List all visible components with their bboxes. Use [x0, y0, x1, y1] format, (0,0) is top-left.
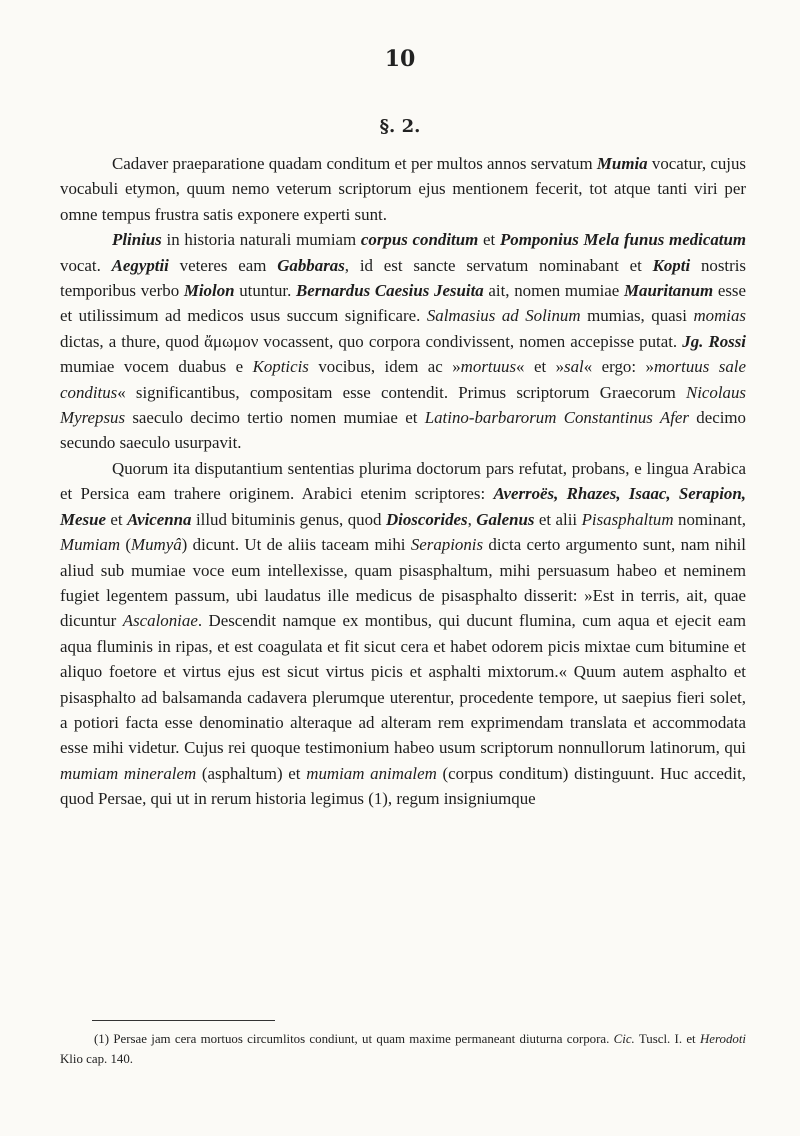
text-run: esse et utilissimum ad medicos usus succum significare. — [60, 281, 747, 326]
text-run: « et » — [516, 357, 565, 377]
term-ascaloniae: Ascaloniae — [122, 611, 198, 631]
text-run: et — [478, 230, 500, 250]
name-constantinus: Latino-barbarorum Constantinus Afer — [424, 408, 689, 428]
term-kopticis: Kopticis — [252, 357, 309, 377]
text-run: Klio cap. 140. — [60, 1052, 134, 1066]
text-run: Quorum ita disputantium sententias plurima doctorum pars refutat, probans, e lingua Arabica et Persica eam trahere originem. Arabici etenim scriptores: — [60, 458, 746, 504]
name-rossi: Jg. Rossi — [682, 331, 746, 351]
text-run: et — [105, 509, 128, 529]
name-kopti: Kopti — [652, 255, 691, 275]
text-run: illud bituminis genus, quod — [191, 509, 386, 529]
term-pisasphaltum: Pisasphaltum — [581, 509, 674, 529]
name-serapionis: Serapionis — [410, 535, 484, 555]
term-momias: momias — [693, 306, 746, 326]
text-run: ) dicunt. Ut de aliis taceam mihi — [181, 535, 411, 555]
name-galenus: Galenus — [476, 509, 535, 529]
text-run: ait, nomen mumiae — [483, 281, 624, 301]
name-dioscorides: Dioscorides — [385, 509, 468, 529]
term-miolon: Miolon — [183, 281, 235, 301]
text-run: (1) Persae jam cera mortuos circumlitos condiunt, ut quam maxime permaneant diuturna corpora. — [94, 1032, 614, 1046]
text-run: Tuscl. I. et — [634, 1032, 700, 1046]
text-run: Cadaver praeparatione quadam conditum et per multos annos servatum — [112, 154, 597, 173]
name-aegyptii: Aegyptii — [111, 255, 169, 275]
text-run: (asphaltum) et — [196, 763, 307, 783]
name-herodotus: Herodoti — [699, 1032, 747, 1046]
text-run: « significantibus, compositam esse contendit. Primus scriptorum Graecorum — [117, 382, 686, 402]
term-mumya: Mumyâ — [131, 535, 182, 555]
paragraph-2 — [60, 227, 746, 456]
term-funus: funus medicatum — [623, 230, 746, 250]
greek-word: ἄμωμον — [204, 331, 259, 351]
term-gabbaras: Gabbaras — [277, 255, 345, 275]
names-arabici: Averroës, Rhazes, Isaac, Serapion, Mesue — [60, 484, 746, 529]
body-text — [60, 151, 746, 812]
text-run: veteres eam — [168, 255, 278, 275]
text-run: vocassent, quo corpora condivissent, nomen accepisse putat. — [258, 331, 683, 351]
text-run: nominant, — [673, 509, 747, 529]
text-run: utuntur. — [234, 281, 297, 301]
text-run: dictas, a thure, quod — [60, 331, 205, 351]
name-salmasius: Salmasius ad Solinum — [426, 306, 581, 326]
text-run: , — [467, 509, 477, 529]
term-mumiam: Mumiam — [60, 535, 121, 555]
text-run: et alii — [534, 509, 582, 529]
paragraph-3 — [60, 456, 746, 812]
text-run: , id est sancte servatum nominabant et — [344, 255, 653, 275]
term-mumiam-animalem: mumiam animalem — [306, 763, 437, 783]
name-bernardus: Bernardus Caesius Jesuita — [296, 281, 484, 301]
term-mumiam-mineralem: mumiam mineralem — [60, 763, 197, 783]
text-run: vocibus, idem ac » — [308, 357, 461, 377]
term-corpus-conditum: corpus conditum — [360, 230, 479, 250]
name-cicero: Cic. — [613, 1032, 635, 1046]
text-run: (corpus conditum) distinguunt. Huc accedit, quod Persae, qui ut in rerum historia legimus (1), regum insigniumque — [60, 763, 746, 809]
term-mortuus-sale: mortuus sale conditus — [60, 357, 746, 402]
text-run: decimo secundo saeculo usurpavit. — [60, 408, 746, 453]
paragraph-1 — [60, 151, 746, 227]
term-sal: sal — [564, 357, 584, 377]
text-run: mumias, quasi — [580, 306, 694, 326]
text-run: in historia naturali mumiam — [161, 230, 361, 250]
text-run: saeculo decimo tertio nomen mumiae et — [125, 408, 425, 428]
term-mauritanum: Mauritanum — [623, 281, 714, 301]
footnote — [60, 1029, 746, 1069]
name-pomponius: Pomponius Mela — [499, 230, 620, 250]
name-avicenna: Avicenna — [127, 509, 192, 529]
name-plinius: Plinius — [112, 230, 162, 250]
text-run: nostris temporibus verbo — [60, 255, 746, 301]
name-nicolaus: Nicolaus Myrepsus — [60, 382, 746, 428]
text-run: . Descendit namque ex montibus, qui ducunt flumina, cum aqua et ejecit eam aqua fluminis in ripas, et est coagulata et fit sicut cera et habet odorem picis mixtae cum bitumine et aliquo foetore et virtus ejus est sicut virtus picis et asphalti mixtorum.« Quum autem asphalto et pisasphalto ad balsamanda cadavera plerumque uterentur, procedente tempore, ut saepius fieri solet, a potiori facta esse denominatio alteraque ad alteram rem exprimendam translata et accommodata esse mihi videtur. Cujus rei quoque testimonium habeo usum scriptorum nonnullorum latinorum, qui — [60, 611, 746, 758]
text-run: dicta certo argumento sunt, nam nihil aliud sub mumiae voce eum intellexisse, quam pisasphaltum, mihi persuasum habeo et neminem fugiet legentem passum, ubi laudatus ille medicus de pisasphalto disserit: »Est in terris, ait, quae dicuntur — [60, 535, 746, 631]
text-run: « ergo: » — [583, 357, 654, 377]
page-number: 10 — [384, 46, 416, 72]
text-run: vocatur, cujus vocabuli etymon, quum nemo veterum scriptorum ejus mentionem fecerit, tot atque tanti viri per omne tempus frustra satis exponere experti sunt. — [60, 154, 746, 224]
text-run: ( — [120, 535, 132, 555]
text-run: mumiae vocem duabus e — [60, 357, 253, 377]
term-mumia: Mumia — [596, 154, 648, 173]
term-mortuus: mortuus — [460, 357, 517, 377]
footnote-rule — [92, 1020, 275, 1021]
section-heading: §. 2. — [379, 116, 421, 137]
text-run: vocat. — [60, 255, 112, 275]
